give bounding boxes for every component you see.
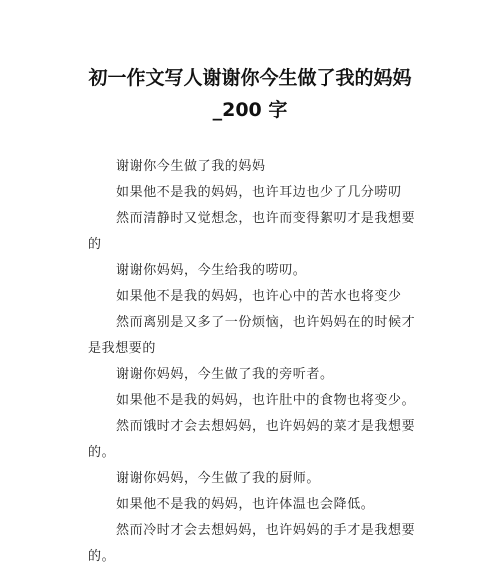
paragraph: 然而饿时才会去想妈妈，也许妈妈的菜才是我想要的。 <box>88 419 416 460</box>
paragraph: 如果他不是我的妈妈，也许心中的苦水也将变少 <box>116 289 402 304</box>
paragraph: 如果他不是我的妈妈，也许肚中的食物也将变少。 <box>116 393 416 408</box>
paragraph: 谢谢你妈妈，今生给我的唠叨。 <box>116 263 307 278</box>
document-body <box>88 154 418 570</box>
paragraph: 然而离别是又多了一份烦恼，也许妈妈在的时候才是我想要的 <box>88 315 416 356</box>
paragraph: 然而冷时才会去想妈妈，也许妈妈的手才是我想要的。 <box>88 523 416 564</box>
paragraph: 谢谢你妈妈，今生做了我的旁听者。 <box>116 367 334 382</box>
paragraph: 如果他不是我的妈妈，也许体温也会降低。 <box>116 497 375 512</box>
title-line-1: 初一作文写人谢谢你今生做了我的妈妈 <box>88 67 412 89</box>
document-title <box>0 62 500 126</box>
paragraph: 谢谢你今生做了我的妈妈 <box>116 159 266 174</box>
paragraph: 然而清静时又觉想念，也许而变得絮叨才是我想要的 <box>88 211 416 252</box>
paragraph: 如果他不是我的妈妈，也许耳边也少了几分唠叨 <box>116 185 402 200</box>
paragraph: 谢谢你妈妈，今生做了我的厨师。 <box>116 471 321 486</box>
title-line-2: _200 字 <box>212 99 288 121</box>
